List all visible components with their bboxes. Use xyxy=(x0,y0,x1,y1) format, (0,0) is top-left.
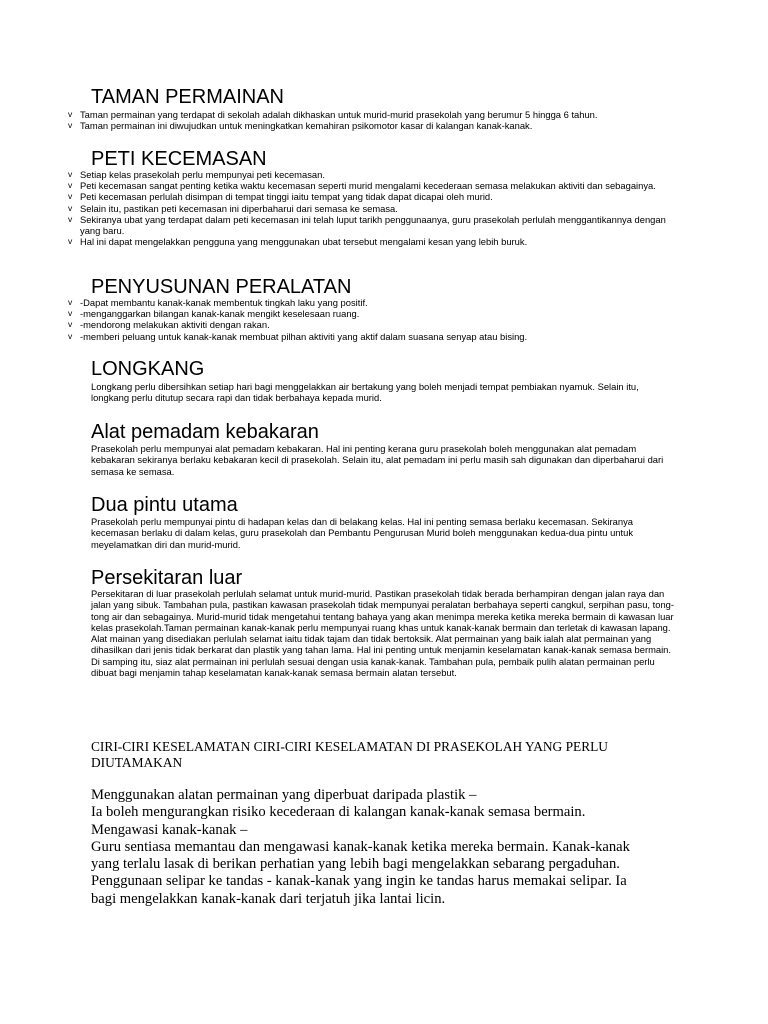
list-item: v Sekiranya ubat yang terdapat dalam peti kecemasan ini telah luput tarikh penggunaanya, guru prasekolah perlulah menggantikannya dengan yang baru. xyxy=(68,213,666,237)
heading-alat-pemadam: Alat pemadam kebakaran xyxy=(91,421,319,443)
heading-dua-pintu: Dua pintu utama xyxy=(91,494,238,516)
paragraph-persekitaran-luar: Persekitaran di luar prasekolah perlulah selamat untuk murid-murid. Pastikan prasekolah tidak berada berhampiran dengan jalan raya dan jalan yang sibuk. Tambahan pula, pastikan kawasan prasekolah tidak mempunyai peralatan berbahaya seperti cangkul, serpihan pasu, tong-tong air dan sebagainya. Murid-murid tidak mengetahui tentang bahaya yang akan menimpa mereka ketika mereka bermain di kawasan luar kelas prasekolah.Taman permainan kanak-kanak perlu mempunyai ruang khas untuk kanak-kanak bermain dan terletak di kawasan lapang. Alat mainan yang disediakan perlulah selamat iaitu tidak tajam dan tidak bertoksik. Alat permainan yang baik ialah alat permainan yang dihasilkan dari jenis tidak berkarat dan plastik yang tahan lama. Hal ini penting untuk menjamin keselamatan kanak-kanak semasa bermain. Di samping itu, siaz alat permainan ini perlulah sesuai dengan usia kanak-kanak. Tambahan pula, pembaik pulih alatan permainan perlu dibuat bagi menjamin tahap keselamatan kanak-kanak semasa bermain alatan tersebut. xyxy=(91,588,675,679)
heading-longkang: LONGKANG xyxy=(91,358,205,380)
list-item: v Taman permainan ini diwujudkan untuk meningkatkan kemahiran psikomotor kasar di kalangan kanak-kanak. xyxy=(68,120,533,132)
heading-peti-kecemasan: PETI KECEMASAN xyxy=(91,148,267,170)
bullet-marker-icon: v xyxy=(68,120,73,131)
list-penyusunan-peralatan xyxy=(68,297,688,342)
text-line: Penggunaan selipar ke tandas - kanak-kanak yang ingin ke tandas harus memakai selipar. Ia xyxy=(91,873,627,890)
list-item: v Peti kecemasan sangat penting ketika waktu kecemasan seperti murid mengalami kecederaan semasa melakukan aktiviti dan sebagainya. xyxy=(68,180,656,192)
bullet-marker-icon: v xyxy=(68,297,73,307)
paragraph-ciri-ciri xyxy=(91,787,701,908)
list-item: v Peti kecemasan perlulah disimpan di tempat tinggi iaitu tempat yang tidak dapat dicapai oleh murid. xyxy=(68,191,493,203)
paragraph-alat-pemadam: Prasekolah perlu mempunyai alat pemadam kebakaran. Hal ini penting kerana guru prasekolah boleh menggunakan alat pemadam kebakaran sekiranya berlaku kebakaran kecil di prasekolah. Selain itu, alat pemadam ini perlu masih sah digunakan dan diperbaharui dari semasa ke semasa. xyxy=(91,443,664,477)
bullet-marker-icon: v xyxy=(68,319,73,330)
heading-penyusunan-peralatan: PENYUSUNAN PERALATAN xyxy=(91,276,352,298)
list-taman-permainan xyxy=(68,109,688,131)
heading-persekitaran-luar: Persekitaran luar xyxy=(91,567,243,589)
text-line: yang terlalu lasak di berikan perhatian yang lebih bagi mengelakkan sebarang pergaduhan. xyxy=(91,856,620,873)
paragraph-longkang: Longkang perlu dibersihkan setiap hari bagi menggelakkan air bertakung yang boleh menjadi tempat pembiakan nyamuk. Selain itu, longkang perlu ditutup secara rapi dan tidak berbahaya kepada murid. xyxy=(91,381,639,404)
list-item: v Hal ini dapat mengelakkan pengguna yang menggunakan ubat tersebut mengalami kesan yang lebih buruk. xyxy=(68,236,528,248)
bullet-marker-icon: v xyxy=(68,330,73,341)
list-item: v -mendorong melakukan aktiviti dengan rakan. xyxy=(68,319,270,331)
bullet-marker-icon: v xyxy=(68,169,73,179)
paragraph-dua-pintu: Prasekolah perlu mempunyai pintu di hadapan kelas dan di belakang kelas. Hal ini penting semasa berlaku kecemasan. Sekiranya kecemasan berlaku di dalam kelas, guru prasekolah dan Pembantu Pengurusan Murid boleh menggunakan kedua-dua pintu untuk meyelamatkan diri dan murid-murid. xyxy=(91,516,634,550)
list-item: v Setiap kelas prasekolah perlu mempunyai peti kecemasan. xyxy=(68,169,325,180)
list-item: v -memberi peluang untuk kanak-kanak membuat pilhan aktiviti yang aktif dalam suasana senyap atau bising. xyxy=(68,330,528,342)
bullet-marker-icon: v xyxy=(68,202,73,213)
heading-taman-permainan: TAMAN PERMAINAN xyxy=(91,86,284,108)
list-item: v -Dapat membantu kanak-kanak membentuk tingkah laku yang positif. xyxy=(68,297,368,308)
text-line: Ia boleh mengurangkan risiko kecederaan di kalangan kanak-kanak semasa bermain. xyxy=(91,804,586,821)
text-line: bagi mengelakkan kanak-kanak dari terjatuh jika lantai licin. xyxy=(91,890,446,907)
bullet-marker-icon: v xyxy=(68,191,73,202)
text-line: Mengawasi kanak-kanak – xyxy=(91,821,248,838)
bullet-marker-icon: v xyxy=(68,109,73,119)
list-item: v -menganggarkan bilangan kanak-kanak mengikt keselesaan ruang. xyxy=(68,308,360,320)
bullet-marker-icon: v xyxy=(68,180,73,191)
text-line: Guru sentiasa memantau dan mengawasi kanak-kanak ketika mereka bermain. Kanak-kanak xyxy=(91,838,630,855)
list-peti-kecemasan xyxy=(68,169,688,247)
list-item: v Selain itu, pastikan peti kecemasan ini diperbaharui dari semasa ke semasa. xyxy=(68,202,398,214)
text-line: Menggunakan alatan permainan yang diperbuat daripada plastik – xyxy=(91,787,477,803)
bullet-marker-icon: v xyxy=(68,308,73,319)
list-item: v Taman permainan yang terdapat di sekolah adalah dikhaskan untuk murid-murid prasekolah yang berumur 5 hingga 6 tahun. xyxy=(68,109,598,120)
heading-ciri-ciri: CIRI-CIRI KESELAMATAN CIRI-CIRI KESELAMATAN DI PRASEKOLAH YANG PERLU DIUTAMAKAN xyxy=(91,739,608,770)
bullet-marker-icon: v xyxy=(68,213,73,224)
bullet-marker-icon: v xyxy=(68,236,73,247)
